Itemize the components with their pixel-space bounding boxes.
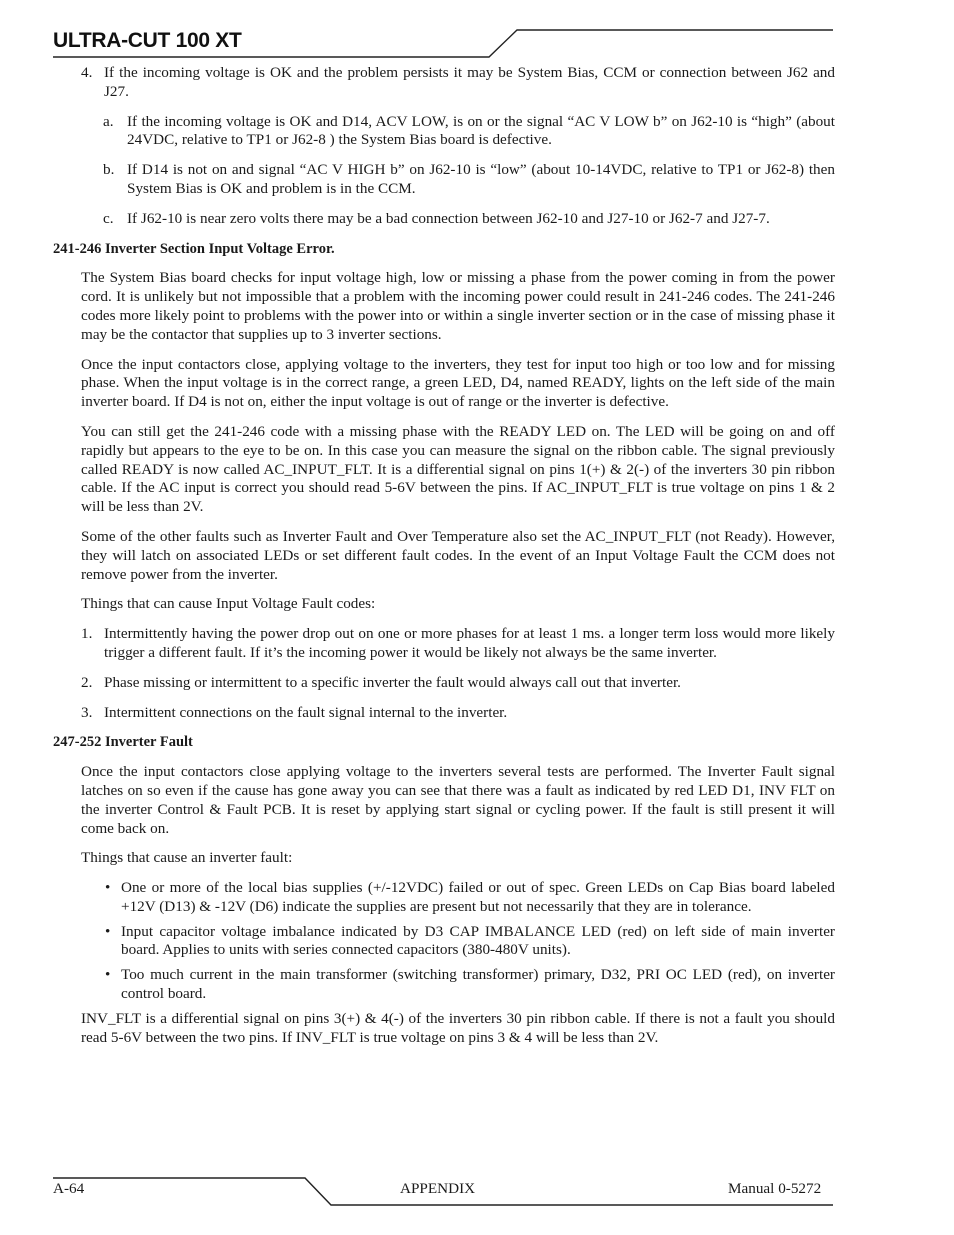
section-heading-241-246: 241-246 Inverter Section Input Voltage Error. — [53, 240, 335, 257]
list-text: If the incoming voltage is OK and the problem persists it may be System Bias, CCM or connection between J62 and J27. — [104, 64, 835, 100]
sub-label: b. — [103, 161, 115, 179]
list-number: 3. — [81, 703, 93, 721]
bullet-item — [53, 966, 835, 1004]
list-number: 4. — [81, 64, 93, 81]
section-heading-247-252: 247-252 Inverter Fault — [53, 734, 193, 751]
sub-text: If J62-10 is near zero volts there may be a bad connection between J62-10 and J27-10 or J62-7 and J27-7. — [127, 209, 770, 227]
sub-item-b — [53, 161, 835, 199]
paragraph: The System Bias board checks for input voltage high, low or missing a phase from the power coming in from the power cord. It is unlikely but not impossible that a problem with the incoming power could result in 241-246 codes. The 241-246 codes more likely point to problems with the power into or within a single inverter section or in the case of missing phase it may be the contactor that supplies up to 3 inverter sections. — [81, 269, 835, 343]
paragraph: You can still get the 241-246 code with a missing phase with the READY LED on. The LED will be going on and off rapidly but appears to the eye to be on. In this case you can measure the signal on the ribbon cable. The signal previously called READY is now called AC_INPUT_FLT. It is a differential signal on pins 1(+) & 2(-) of the inverters 30 pin ribbon cable. If the AC input is correct you should read 5-6V between the pins. If AC_INPUT_FLT is true voltage on pins 1 & 2 will be less than 2V. — [81, 422, 835, 516]
list-item-4 — [53, 64, 835, 102]
page-content — [53, 64, 835, 1058]
fault-cause-item — [53, 674, 835, 693]
sub-item-a — [53, 113, 835, 151]
list-text: Phase missing or intermittent to a specific inverter the fault would always call out that inverter. — [104, 673, 681, 691]
bullet-item — [53, 923, 835, 961]
footer-manual-number: Manual 0-5272 — [728, 1180, 822, 1197]
paragraph: Things that can cause Input Voltage Fault codes: — [81, 595, 376, 613]
paragraph: Once the input contactors close applying voltage to the inverters several tests are performed. The Inverter Fault signal latches on so even if the cause has gone away you can see that there was a fault as indicated by red LED D1, INV FLT on the inverter Control & Fault PCB. It is reset by applying start signal or cycling power. If the fault is still present it will come back on. — [81, 763, 835, 837]
list-text: Intermittent connections on the fault signal internal to the inverter. — [104, 703, 508, 721]
fault-cause-item — [53, 704, 835, 723]
sub-text: If D14 is not on and signal “AC V HIGH b” on J62-10 is “low” (about 10-14VDC, relative to TP1 or J62-8) then System Bias is OK and problem is in the CCM. — [127, 161, 835, 197]
fault-cause-item — [53, 625, 835, 663]
list-number: 1. — [81, 625, 93, 643]
bullet-text: One or more of the local bias supplies (+/-12VDC) failed or out of spec. Green LEDs on Cap Bias board labeled +12V (D13) & -12V (D6) indicate the supplies are present but not necessarily that they are in tolerance. — [121, 879, 835, 915]
paragraph: INV_FLT is a differential signal on pins 3(+) & 4(-) of the inverters 30 pin ribbon cable. If there is not a fault you should read 5-6V between the two pins. If INV_FLT is true voltage on pins 3 & 4 will be less than 2V. — [81, 1009, 835, 1046]
sub-label: a. — [103, 112, 114, 130]
footer-page-number: A-64 — [53, 1180, 85, 1197]
list-text: Intermittently having the power drop out on one or more phases for at least 1 ms. a longer term loss would more likely trigger a different fault. If it’s the incoming power it would be likely not always be the same inverter. — [104, 625, 835, 661]
sub-item-c — [53, 210, 835, 229]
paragraph: Some of the other faults such as Inverter Fault and Over Temperature also set the AC_INPUT_FLT (not Ready). However, they will latch on associated LEDs or set different fault codes. In the event of an Input Voltage Fault the CCM does not remove power from the inverter. — [81, 527, 835, 583]
paragraph: Once the input contactors close, applying voltage to the inverters, they test for input too high or too low and for missing phase. When the input voltage is in the correct range, a green LED, D4, named READY, lights on the left side of the main inverter board. If D4 is not on, either the input voltage is out of range or the inverter is defective. — [81, 355, 835, 411]
page-header-title: ULTRA-CUT 100 XT — [53, 29, 242, 52]
bullet-icon: • — [105, 879, 111, 897]
paragraph: Things that cause an inverter fault: — [81, 849, 293, 867]
bullet-icon: • — [105, 966, 111, 984]
header-rule — [0, 0, 954, 70]
bullet-text: Input capacitor voltage imbalance indicated by D3 CAP IMBALANCE LED (red) on left side of main inverter board. Applies to units with series connected capacitors (380-480V units). — [121, 922, 835, 959]
bullet-item — [53, 879, 835, 917]
list-number: 2. — [81, 673, 93, 691]
sub-label: c. — [103, 209, 114, 227]
bullet-text: Too much current in the main transformer (switching transformer) primary, D32, PRI OC LED (red), on inverter control board. — [121, 966, 835, 1003]
bullet-icon: • — [105, 922, 111, 940]
footer-section-label: APPENDIX — [400, 1180, 476, 1197]
sub-text: If the incoming voltage is OK and D14, ACV LOW, is on or the signal “AC V LOW b” on J62-10 is “high” (about 24VDC, relative to TP1 or J62-8 ) the System Bias board is defective. — [127, 112, 835, 149]
